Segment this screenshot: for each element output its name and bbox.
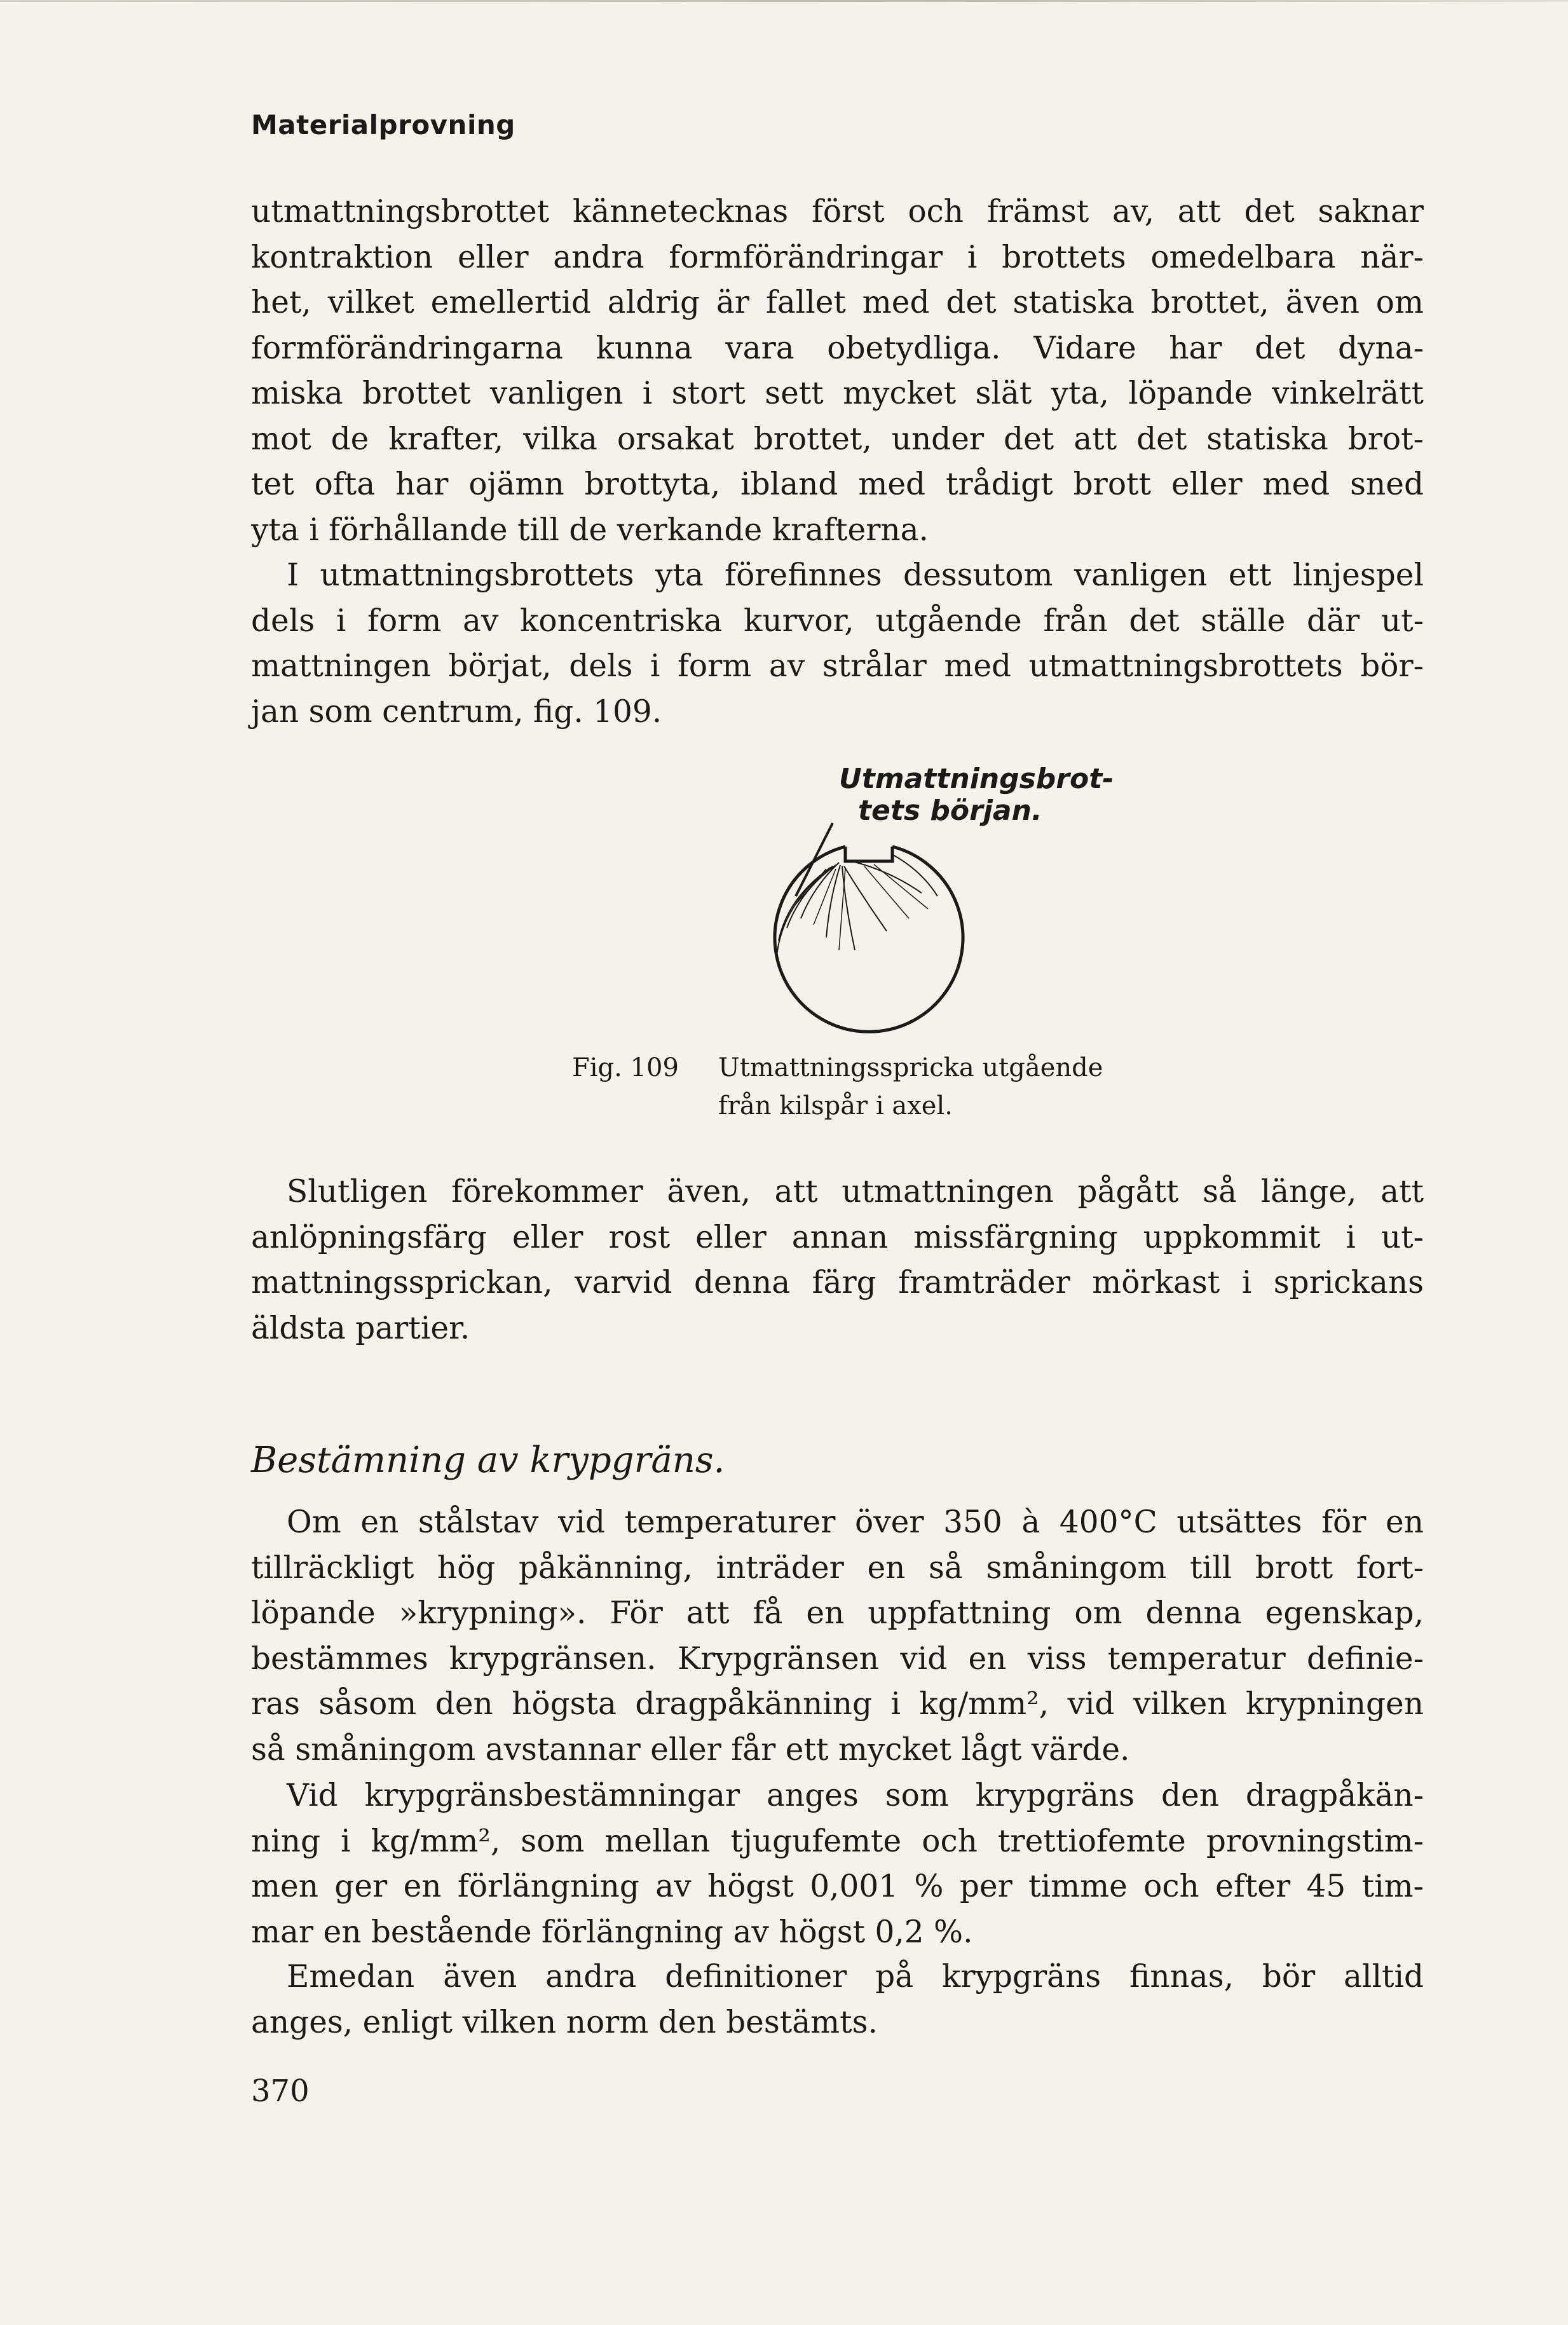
- text-line: bestämmes krypgränsen. Krypgränsen vid en viss temperatur definie-: [251, 1640, 1424, 1677]
- top-edge-rule: [0, 0, 1568, 2]
- paragraph-4: [251, 1500, 1424, 1773]
- text-line: ras såsom den högsta dragpåkänning i kg/mm², vid vilken krypningen: [251, 1686, 1424, 1722]
- text-line: tillräckligt hög påkänning, inträder en så småningom till brott fort-: [251, 1550, 1424, 1586]
- page-number: 370: [251, 2073, 310, 2109]
- text-line: kontraktion eller andra formförändringar i brottets omedelbara när-: [251, 239, 1424, 275]
- text-line: men ger en förlängning av högst 0,001 % per timme och efter 45 tim-: [251, 1869, 1424, 1904]
- text-line: Emedan även andra definitioner på krypgräns finnas, bör alltid: [287, 1959, 1424, 1994]
- caption-text: Utmattningsspricka utgående: [718, 1053, 1103, 1082]
- text-line: så småningom avstannar eller får ett mycket lågt värde.: [251, 1731, 1130, 1768]
- paragraph-2: [251, 553, 1424, 735]
- text-line: anlöpningsfärg eller rost eller annan missfärgning uppkommit i ut-: [251, 1219, 1424, 1255]
- text-line: dels i form av koncentriska kurvor, utgående från det ställe där ut-: [251, 603, 1424, 639]
- text-line: utmattningsbrottet kännetecknas först och främst av, att det saknar: [251, 194, 1424, 229]
- running-head: Materialprovning: [251, 109, 515, 140]
- shaft-cross-section: [775, 847, 963, 1032]
- figure-number: Fig. 109: [572, 1053, 679, 1082]
- text-line: Slutligen förekommer även, att utmattningen pågått så länge, att: [287, 1174, 1424, 1210]
- text-line: yta i förhållande till de verkande krafterna.: [251, 512, 929, 548]
- figure-109: [718, 760, 1163, 1039]
- text-line: mattningssprickan, varvid denna färg framträder mörkast i sprickans: [251, 1265, 1424, 1300]
- text-line: ning i kg/mm², som mellan tjugufemte och trettiofemte provningstim-: [251, 1823, 1424, 1859]
- figure-annotation: Utmattningsbrot-: [839, 763, 1114, 795]
- figure-caption: [572, 1049, 1103, 1125]
- section-heading: Bestämning av krypgräns.: [251, 1440, 725, 1481]
- text-line: jan som centrum, fig. 109.: [251, 693, 662, 730]
- text-line: Om en stålstav vid temperaturer över 350 à 400°C utsättes för en: [287, 1504, 1424, 1540]
- text-line: miska brottet vanligen i stort sett mycket slät yta, löpande vinkelrätt: [251, 376, 1424, 411]
- figure-annotation: tets början.: [858, 794, 1042, 827]
- text-line: mot de krafter, vilka orsakat brottet, under det att det statiska brot-: [251, 421, 1424, 457]
- text-line: I utmattningsbrottets yta förefinnes dessutom vanligen ett linjespel: [287, 557, 1424, 593]
- text-line: anges, enligt vilken norm den bestämts.: [251, 2004, 878, 2040]
- text-line: mattningen börjat, dels i form av strålar med utmattningsbrottets bör-: [251, 648, 1424, 684]
- paragraph-6: [251, 1954, 1424, 2045]
- caption-text: från kilspår i axel.: [718, 1091, 953, 1121]
- text-line: Vid krypgränsbestämningar anges som krypgräns den dragpåkän-: [287, 1778, 1424, 1813]
- paragraph-3: [251, 1169, 1424, 1351]
- text-line: formförändringarna kunna vara obetydliga. Vidare har det dyna-: [251, 330, 1424, 366]
- text-line: het, vilket emellertid aldrig är fallet med det statiska brottet, även om: [251, 285, 1424, 320]
- text-line: tet ofta har ojämn brottyta, ibland med trådigt brott eller med sned: [251, 467, 1424, 502]
- text-line: mar en bestående förlängning av högst 0,2 %.: [251, 1914, 973, 1950]
- text-line: löpande »krypning». För att få en uppfattning om denna egenskap,: [251, 1595, 1424, 1631]
- text-line: äldsta partier.: [251, 1310, 470, 1346]
- paragraph-5: [251, 1773, 1424, 1955]
- paragraph-1: [251, 189, 1424, 553]
